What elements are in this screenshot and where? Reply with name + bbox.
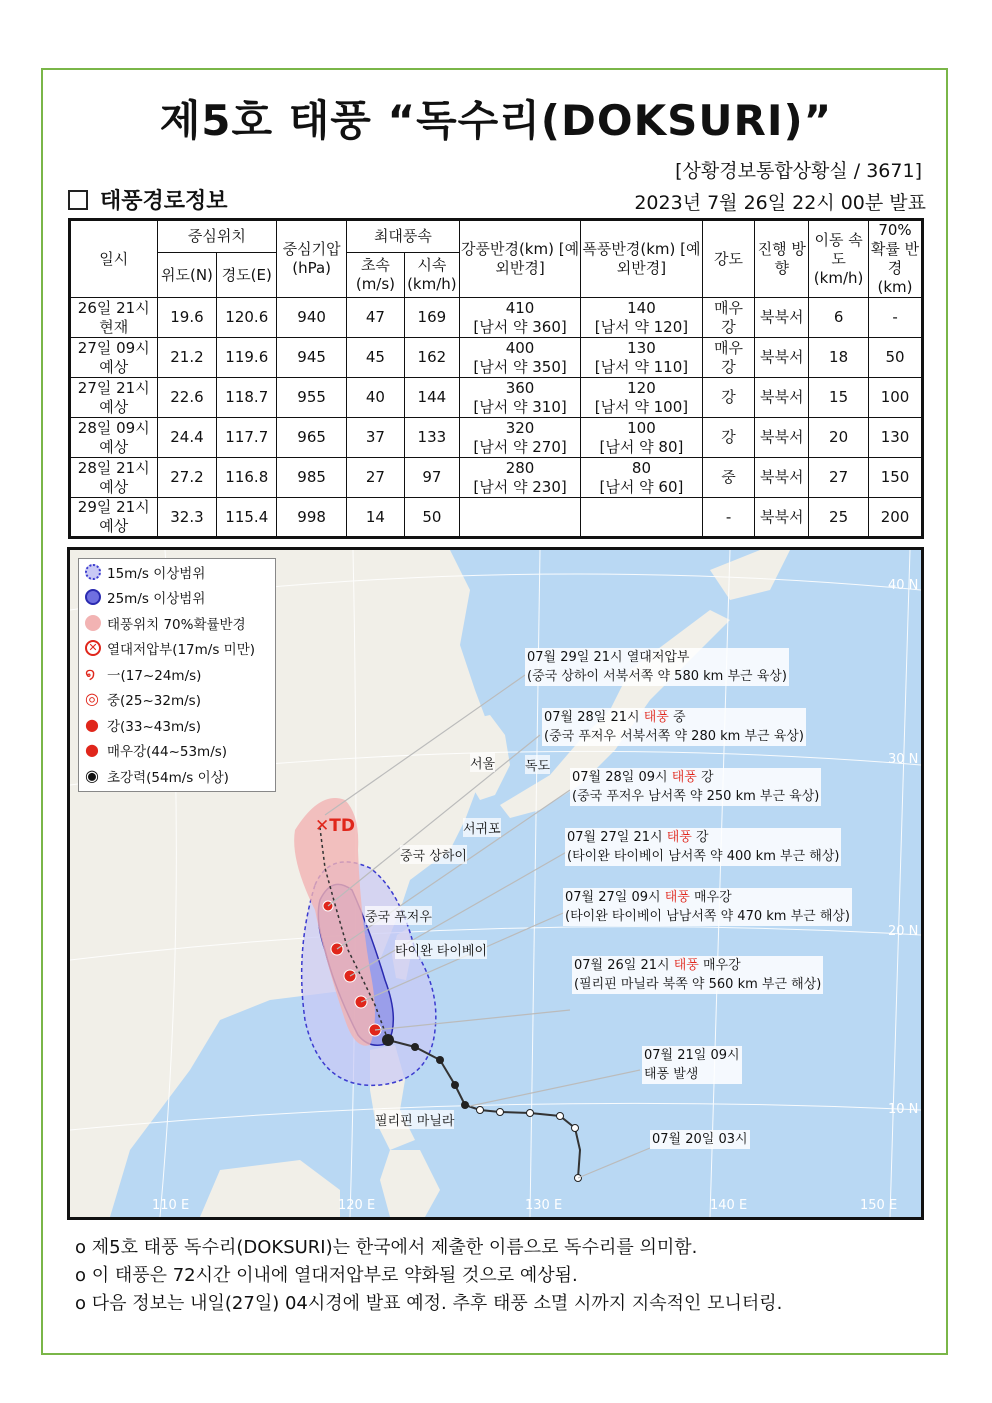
speed-cell-line: 20 (829, 428, 849, 446)
intensity-cell (702, 298, 755, 338)
lon-cell-line: 119.6 (225, 348, 269, 366)
lat-cell-line: 22.6 (170, 388, 204, 406)
philippines-south (380, 1150, 440, 1217)
prob-cell-line: 200 (880, 507, 910, 526)
lat-tick: 40 N (888, 578, 919, 593)
time-cell (70, 498, 158, 538)
lat-cell-line: 27.2 (170, 468, 204, 486)
stormwind-cell (581, 458, 702, 498)
legend-item (79, 763, 275, 789)
place-label: 독도 (525, 755, 550, 774)
ms-cell-line: 27 (365, 468, 385, 486)
strongwind-cell-line: 360 (505, 378, 535, 397)
direction-cell-line: 북북서 (760, 348, 804, 366)
callout-title (544, 708, 804, 727)
legend-item (79, 738, 275, 764)
td-cross-icon: ✕ (85, 640, 101, 656)
time-cell-line: 예상 (99, 397, 129, 416)
intensity-cell (702, 498, 755, 538)
typhoon-map (67, 547, 924, 1220)
pressure-cell-line: 965 (297, 428, 326, 446)
direction-cell-line: 북북서 (760, 507, 804, 526)
time-cell-line: 29일 21시 (77, 498, 150, 516)
legend-label: 태풍위치 70%확률반경 (107, 616, 246, 633)
lat-tick: 10 N (888, 1102, 919, 1117)
ms-cell (347, 298, 405, 338)
speed-cell (809, 458, 869, 498)
lat-cell (157, 378, 217, 418)
stormwind-cell-line: [남서 약 120] (594, 317, 689, 336)
callout-text: 07월 28일 21시 (544, 710, 644, 725)
typhoon-strong-icon: ● (85, 714, 99, 734)
intensity-cell (702, 458, 755, 498)
strongwind-cell-line: 280 (505, 458, 535, 477)
map-callout (565, 828, 841, 866)
stormwind-cell-line: [남서 약 100] (594, 397, 689, 416)
pressure-cell-line: 945 (297, 348, 326, 366)
stormwind-cell-line: 80 (631, 458, 651, 477)
legend-label: 一(17~24m/s) (107, 667, 202, 684)
header-pressure: 중심기압 (hPa) (277, 220, 347, 298)
direction-cell-line: 북북서 (760, 388, 804, 406)
prob-cell-line: 100 (880, 388, 910, 406)
strongwind-cell-line: [남서 약 270] (473, 437, 567, 456)
callout-title (572, 768, 819, 787)
ms-cell (347, 418, 405, 458)
lon-tick: 110 E (152, 1198, 190, 1213)
legend-label: 중(25~32m/s) (107, 693, 201, 710)
callout-status: 태풍 (673, 958, 699, 973)
typhoon-medium-icon: ◎ (85, 689, 99, 709)
callout-text: 매우강 (698, 958, 741, 973)
ms-cell-line: 14 (365, 507, 385, 526)
speed-cell-line: 6 (833, 308, 844, 326)
legend-item (79, 610, 275, 636)
table-row (70, 378, 923, 418)
lat-cell-line: 24.4 (170, 428, 204, 446)
page-title: 제5호 태풍 “독수리(DOKSURI)” (159, 96, 833, 145)
lat-cell (157, 418, 217, 458)
lon-tick: 120 E (338, 1198, 376, 1213)
legend-label: 25m/s 이상범위 (107, 591, 206, 608)
header-ms: 초속 (m/s) (347, 253, 405, 298)
direction-cell-line: 북북서 (760, 468, 804, 486)
kmh-cell (404, 458, 459, 498)
map-callout (525, 648, 789, 686)
map-callout (642, 1046, 742, 1084)
time-cell-line: 예상 (99, 517, 129, 535)
blue-circle-icon (85, 589, 101, 605)
stormwind-cell-line: [남서 약 110] (594, 357, 689, 376)
legend-label: 매우강(44~53m/s) (107, 744, 228, 761)
checkbox-icon (68, 190, 88, 210)
speed-cell (809, 338, 869, 378)
time-cell (70, 298, 158, 338)
lon-tick: 130 E (525, 1198, 563, 1213)
map-callout (570, 768, 821, 806)
lon-cell (217, 338, 277, 378)
strongwind-cell (459, 458, 580, 498)
lat-cell-line: 21.2 (170, 348, 204, 366)
table-row (70, 298, 923, 338)
lon-cell (217, 498, 277, 538)
callout-text: 강 (691, 830, 709, 845)
pressure-cell (277, 418, 347, 458)
lat-cell-line: 19.6 (170, 308, 204, 326)
prob-cell (869, 418, 923, 458)
intensity-cell (702, 378, 755, 418)
lat-cell-line: 32.3 (170, 507, 204, 526)
header-stormwind: 폭풍반경(km) [예외반경] (581, 220, 702, 298)
td-marker: ✕TD (315, 816, 355, 836)
time-cell-line: 28일 21시 (77, 458, 150, 477)
pressure-cell (277, 498, 347, 538)
legend-item (79, 559, 275, 585)
callout-text: 07월 28일 09시 (572, 770, 672, 785)
intensity-cell (702, 338, 755, 378)
ms-cell (347, 458, 405, 498)
direction-cell (755, 298, 809, 338)
pressure-cell (277, 458, 347, 498)
prob-cell (869, 498, 923, 538)
time-cell-line: 27일 09시 (77, 338, 150, 357)
section-heading (68, 184, 228, 215)
issued-time: 2023년 7월 26일 22시 00분 발표 (634, 192, 926, 214)
callout-title (565, 888, 850, 907)
strongwind-cell-line: [남서 약 350] (473, 357, 567, 376)
intensity-cell-line: 강 (721, 357, 736, 376)
table-row (70, 418, 923, 458)
place-label: 타이완 타이베이 (395, 940, 487, 959)
callout-detail: (중국 상하이 서북서쪽 약 580 km 부근 육상) (527, 669, 787, 684)
hokkaido (710, 550, 790, 600)
lon-cell (217, 458, 277, 498)
intensity-cell-line: 매우 (714, 338, 744, 357)
callout-status: 태풍 (671, 770, 697, 785)
note-2: o 이 태풍은 72시간 이내에 열대저압부로 약화될 것으로 예상됨. (75, 1265, 578, 1286)
kmh-cell-line: 97 (422, 468, 442, 486)
legend-label: 강(33~43m/s) (107, 718, 201, 735)
track-table (68, 218, 924, 539)
lon-cell-line: 120.6 (225, 308, 269, 326)
time-cell-line: 현재 (99, 317, 129, 336)
kmh-cell (404, 418, 459, 458)
strongwind-cell-line: [남서 약 360] (473, 317, 567, 336)
lon-cell (217, 378, 277, 418)
prob-cell (869, 378, 923, 418)
kmh-cell-line: 162 (417, 348, 447, 366)
lon-cell-line: 117.7 (225, 428, 269, 446)
dotted-circle-icon (85, 564, 101, 580)
callout-text: 중 (668, 710, 686, 725)
lon-cell (217, 418, 277, 458)
callout-detail: 태풍 발생 (644, 1067, 699, 1082)
pressure-cell (277, 338, 347, 378)
callout-text: 07월 27일 21시 (567, 830, 667, 845)
pressure-cell (277, 378, 347, 418)
time-cell (70, 418, 158, 458)
header-lat: 위도(N) (157, 253, 217, 298)
kmh-cell (404, 338, 459, 378)
table-body (70, 298, 923, 538)
callout-text: 07월 26일 21시 (574, 958, 674, 973)
callout-text: 07월 29일 21시 열대저압부 (527, 650, 690, 665)
lon-cell-line: 118.7 (225, 388, 269, 406)
lat-cell (157, 458, 217, 498)
note-1: o 제5호 태풍 독수리(DOKSURI)는 한국에서 제출한 이름으로 독수리를 의미함. (75, 1237, 698, 1258)
prob-cell (869, 338, 923, 378)
header-maxwind: 최대풍속 (347, 220, 460, 253)
lon-tick: 150 E (860, 1198, 898, 1213)
prob-cell-line: 130 (880, 428, 910, 446)
direction-cell-line: 북북서 (760, 308, 804, 326)
header-center: 중심위치 (157, 220, 277, 253)
intensity-cell-line: 매우 (714, 298, 744, 317)
header-direction: 진행 방향 (755, 220, 809, 298)
callout-status: 태풍 (664, 890, 690, 905)
lon-tick: 140 E (710, 1198, 748, 1213)
time-cell-line: 예상 (99, 357, 129, 376)
lat-cell (157, 498, 217, 538)
kmh-cell-line: 144 (417, 388, 447, 406)
header-intensity: 강도 (702, 220, 755, 298)
table-row (70, 338, 923, 378)
speed-cell-line: 25 (829, 507, 849, 526)
map-callout (572, 956, 823, 994)
strongwind-cell-line: [남서 약 230] (473, 477, 567, 496)
legend-item (79, 636, 275, 662)
legend-item (79, 687, 275, 713)
kmh-cell-line: 133 (417, 428, 447, 446)
strongwind-cell-line: 320 (505, 418, 535, 437)
prob-cell (869, 458, 923, 498)
strongwind-cell (459, 298, 580, 338)
pressure-cell-line: 940 (297, 308, 326, 326)
header-prob: 70% 확률 반경 (km) (869, 220, 923, 298)
notes (75, 1234, 782, 1318)
legend-item (79, 712, 275, 738)
stormwind-cell-line: 120 (627, 378, 656, 397)
ms-cell (347, 378, 405, 418)
legend-label: 초강력(54m/s 이상) (107, 769, 229, 786)
direction-cell (755, 378, 809, 418)
lat-cell (157, 338, 217, 378)
callout-text: 07월 20일 03시 (652, 1132, 748, 1147)
prob-cell-line: - (892, 308, 898, 326)
direction-cell (755, 498, 809, 538)
callout-detail: (중국 푸저우 서북서쪽 약 280 km 부근 육상) (544, 729, 804, 744)
lon-cell-line: 115.4 (225, 507, 269, 526)
strongwind-cell (459, 378, 580, 418)
typhoon-weak-icon: ໑ (85, 663, 96, 683)
stormwind-cell-line: [남서 약 80] (599, 437, 684, 456)
legend-label: 15m/s 이상범위 (107, 565, 206, 582)
speed-cell-line: 27 (829, 468, 849, 486)
callout-title (567, 828, 839, 847)
header-speed: 이동 속도 (km/h) (809, 220, 869, 298)
office-label: [상황경보통합상황실 / 3671] (675, 160, 922, 182)
kmh-cell (404, 498, 459, 538)
stormwind-cell-line: [남서 약 60] (599, 477, 684, 496)
strongwind-cell-line: 400 (505, 338, 535, 357)
place-label: 서귀포 (463, 818, 501, 837)
intensity-cell-line: 중 (721, 468, 736, 486)
note-3: o 다음 정보는 내일(27일) 04시경에 발표 예정. 추후 태풍 소멸 시까지 지속적인 모니터링. (75, 1293, 783, 1314)
table-row (70, 498, 923, 538)
intensity-cell-line: 강 (721, 428, 736, 446)
kmh-cell-line: 50 (422, 507, 442, 526)
callout-title (574, 956, 821, 975)
legend-label: 열대저압부(17m/s 미만) (107, 642, 256, 659)
typhoon-super-icon: ◉ (85, 765, 99, 785)
direction-cell (755, 458, 809, 498)
map-callout (542, 708, 806, 746)
speed-cell (809, 298, 869, 338)
stormwind-cell-line: 140 (627, 298, 656, 317)
kmh-cell (404, 298, 459, 338)
stormwind-cell (581, 498, 702, 538)
ms-cell-line: 37 (365, 428, 385, 446)
place-label: 중국 상하이 (400, 845, 467, 864)
speed-cell (809, 498, 869, 538)
callout-detail: (타이완 타이베이 남남서쪽 약 470 km 부근 해상) (565, 909, 851, 924)
pressure-cell-line: 998 (297, 507, 326, 526)
borneo (200, 1160, 340, 1217)
callout-text: 07월 21일 09시 (644, 1048, 740, 1063)
kmh-cell (404, 378, 459, 418)
map-callout (650, 1130, 750, 1149)
pressure-cell (277, 298, 347, 338)
callout-detail: (타이완 타이베이 남서쪽 약 400 km 부근 해상) (567, 849, 840, 864)
lat-cell (157, 298, 217, 338)
callout-detail: (중국 푸저우 남서쪽 약 250 km 부근 육상) (572, 789, 820, 804)
direction-cell (755, 418, 809, 458)
place-label: 필리핀 마닐라 (375, 1110, 454, 1129)
place-label: 중국 푸저우 (365, 906, 432, 925)
lon-cell (217, 298, 277, 338)
stormwind-cell-line: 100 (627, 418, 656, 437)
direction-cell-line: 북북서 (760, 428, 804, 446)
callout-text: 강 (696, 770, 714, 785)
time-cell-line: 예상 (99, 437, 129, 456)
stormwind-cell (581, 418, 702, 458)
intensity-cell (702, 418, 755, 458)
stormwind-cell (581, 338, 702, 378)
callout-status: 태풍 (666, 830, 692, 845)
callout-text: 07월 27일 09시 (565, 890, 665, 905)
speed-cell-line: 18 (829, 348, 849, 366)
pink-circle-icon (85, 615, 101, 631)
header-time: 일시 (70, 220, 158, 298)
ms-cell-line: 45 (365, 348, 385, 366)
time-cell-line: 27일 21시 (77, 378, 150, 397)
time-cell-line: 26일 21시 (77, 298, 150, 317)
direction-cell (755, 338, 809, 378)
header-kmh: 시속 (km/h) (404, 253, 459, 298)
stormwind-cell (581, 378, 702, 418)
strongwind-cell-line: [남서 약 310] (473, 397, 567, 416)
legend-item (79, 585, 275, 611)
speed-cell (809, 418, 869, 458)
header-strongwind: 강풍반경(km) [예외반경] (459, 220, 580, 298)
strongwind-cell (459, 418, 580, 458)
lat-tick: 30 N (888, 752, 919, 767)
time-cell (70, 378, 158, 418)
table-row (70, 458, 923, 498)
lat-tick: 20 N (888, 924, 919, 939)
strongwind-cell (459, 498, 580, 538)
header-lon: 경도(E) (217, 253, 277, 298)
kmh-cell-line: 169 (417, 308, 447, 326)
strongwind-cell (459, 338, 580, 378)
callout-title (652, 1130, 748, 1149)
map-legend (78, 558, 276, 792)
callout-title (644, 1046, 740, 1065)
intensity-cell-line: - (725, 507, 732, 526)
stormwind-cell (581, 298, 702, 338)
time-cell-line: 예상 (99, 477, 129, 496)
section-title: 태풍경로정보 (100, 189, 228, 214)
lon-cell-line: 116.8 (225, 468, 269, 486)
stormwind-cell-line: 130 (627, 338, 656, 357)
strongwind-cell-line: 410 (505, 298, 535, 317)
callout-title (527, 648, 787, 667)
intensity-cell-line: 강 (721, 317, 736, 336)
callout-status: 태풍 (643, 710, 669, 725)
time-cell (70, 458, 158, 498)
ms-cell (347, 338, 405, 378)
intensity-cell-line: 강 (721, 388, 736, 406)
callout-text: 매우강 (689, 890, 732, 905)
prob-cell-line: 150 (880, 468, 910, 486)
time-cell-line: 28일 09시 (77, 418, 150, 437)
prob-cell (869, 298, 923, 338)
pressure-cell-line: 955 (297, 388, 326, 406)
place-label: 서울 (470, 753, 495, 772)
ms-cell-line: 40 (365, 388, 385, 406)
legend-item (79, 661, 275, 687)
speed-cell-line: 15 (829, 388, 849, 406)
map-callout (563, 888, 852, 926)
ms-cell-line: 47 (365, 308, 385, 326)
prob-cell-line: 50 (885, 348, 905, 366)
callout-detail: (필리핀 마닐라 북쪽 약 560 km 부근 해상) (574, 977, 822, 992)
speed-cell (809, 378, 869, 418)
ms-cell (347, 498, 405, 538)
typhoon-verystrong-icon: ● (85, 740, 99, 760)
pressure-cell-line: 985 (297, 468, 326, 486)
time-cell (70, 338, 158, 378)
